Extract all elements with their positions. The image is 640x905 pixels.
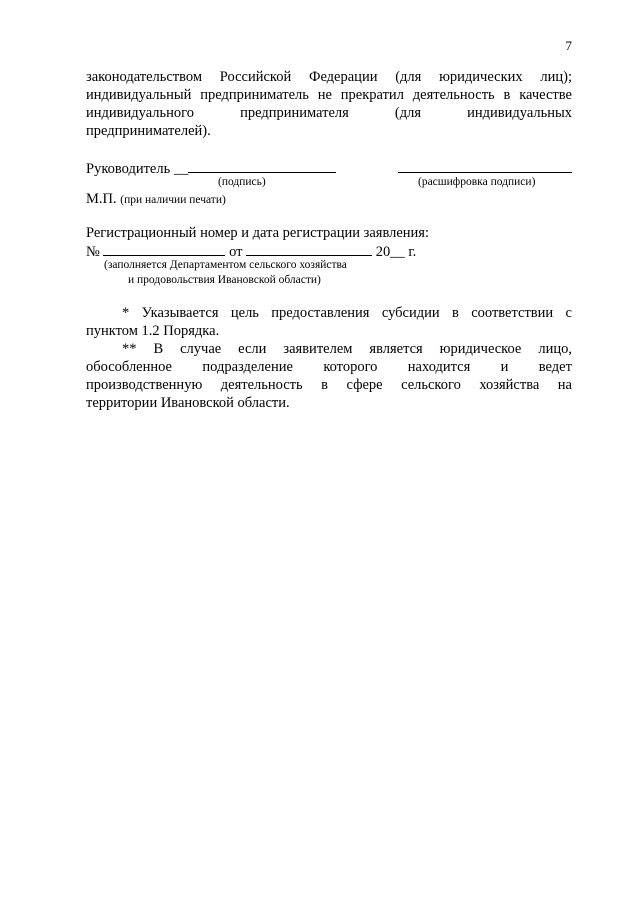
word: Российской [219, 69, 292, 85]
word: цель [230, 305, 259, 321]
word: индивидуальных [467, 105, 572, 121]
word: лиц); [540, 69, 572, 85]
word: случае [180, 341, 222, 357]
signature-decoding-line[interactable] [398, 158, 572, 173]
word: и [500, 359, 509, 375]
registration-note-1: (заполняется Департаментом сельского хозяйства [104, 259, 347, 271]
year-prefix: 20__ г. [375, 244, 417, 260]
decoding-caption: (расшифровка подписи) [418, 176, 536, 188]
word: юридических [439, 69, 523, 85]
word: * [122, 305, 130, 321]
footnote-2-line-3 [86, 376, 572, 394]
word: предоставления [271, 305, 370, 321]
word: ведет [538, 359, 572, 375]
word: юридическое [439, 341, 522, 357]
head-label: Руководитель __ [86, 161, 189, 177]
footnote-2-line-2 [86, 358, 572, 376]
word: обособленное [86, 359, 172, 375]
word: предпринимателя [240, 105, 349, 121]
number-sign: № [86, 244, 100, 260]
word: предприниматель [200, 87, 309, 103]
word: в [451, 305, 459, 321]
word: на [557, 377, 572, 393]
word: с [565, 305, 572, 321]
word: находится [407, 359, 471, 375]
word: хозяйства [479, 377, 540, 393]
page-number: 7 [565, 38, 572, 53]
word: производственную [86, 377, 203, 393]
word: субсидии [381, 305, 440, 321]
word: является [369, 341, 423, 357]
word: Федерации [308, 69, 378, 85]
word: подразделение [202, 359, 293, 375]
signature-line[interactable] [188, 158, 336, 173]
word: деятельность [412, 87, 495, 103]
word: индивидуального [86, 105, 194, 121]
footnote-2-line-1 [122, 340, 572, 358]
footnote-2-line-4: территории Ивановской области. [86, 395, 290, 411]
footnote-1-line-2: пунктом 1.2 Порядка. [86, 323, 220, 339]
word: ** [122, 341, 137, 357]
intro-line-2 [86, 86, 572, 104]
intro-line-3 [86, 104, 572, 122]
signature-caption: (подпись) [218, 176, 266, 188]
seal-note: (при наличии печати) [120, 194, 226, 206]
word: прекратил [340, 87, 404, 103]
word: сфере [346, 377, 383, 393]
intro-line-4: предпринимателей). [86, 123, 211, 139]
word: в [321, 377, 328, 393]
word: в [503, 87, 511, 103]
word: (для [394, 105, 422, 121]
word: качестве [519, 87, 572, 103]
seal-row [86, 190, 226, 209]
registration-title: Регистрационный номер и дата регистрации заявления: [86, 225, 429, 241]
registration-note-2: и продовольствия Ивановской области) [128, 274, 321, 286]
word: соответствии [471, 305, 554, 321]
word: не [317, 87, 332, 103]
word: деятельность [220, 377, 303, 393]
footnote-1-line-1 [122, 304, 572, 322]
seal-label: М.П. [86, 191, 117, 207]
word: В [153, 341, 164, 357]
registration-number-field[interactable] [103, 241, 225, 256]
word: лицо, [538, 341, 572, 357]
word: (для [395, 69, 422, 85]
word: заявителем [283, 341, 353, 357]
word: которого [323, 359, 378, 375]
intro-line-1 [86, 68, 572, 86]
word: законодательством [86, 69, 203, 85]
head-signature-row [86, 158, 336, 178]
registration-date-field[interactable] [246, 241, 372, 256]
word: Указывается [141, 305, 219, 321]
from-word: от [229, 244, 243, 260]
word: если [238, 341, 267, 357]
word: сельского [401, 377, 461, 393]
word: индивидуальный [86, 87, 192, 103]
